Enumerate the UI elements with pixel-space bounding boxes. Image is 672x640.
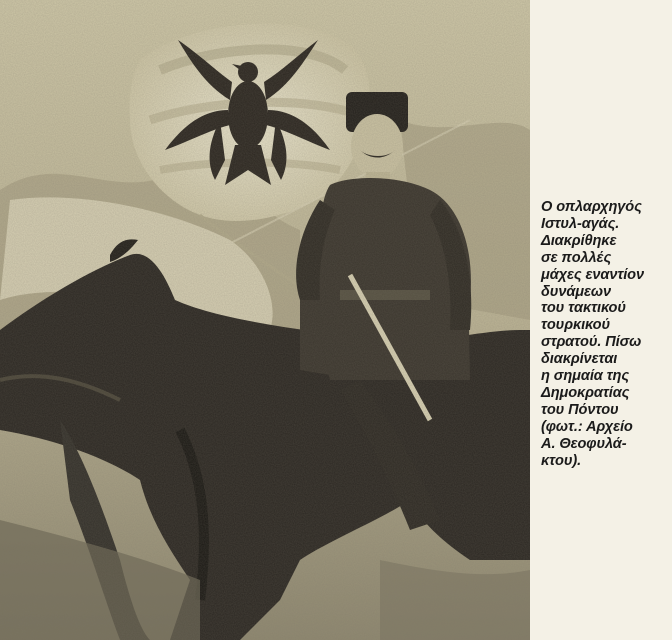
caption-line: Δημοκρατίας	[541, 384, 630, 401]
caption-line: Α. Θεοφυλά-	[541, 435, 627, 452]
caption-line: Διακρίθηκε	[541, 232, 617, 249]
caption-line: μάχες εναντίον	[541, 266, 645, 283]
caption-line: του Πόντου	[541, 401, 619, 418]
photo-caption	[541, 199, 672, 470]
caption-line: διακρίνεται	[541, 351, 618, 368]
caption-line: του τακτικού	[541, 300, 626, 317]
caption-line: Ο οπλαρχηγός	[541, 199, 642, 215]
caption-line: Ιστυλ-αγάς.	[541, 215, 620, 232]
caption-line: τουρκικού	[541, 317, 611, 334]
caption-line: (φωτ.: Αρχείο	[541, 418, 633, 435]
caption-line: σε πολλές	[541, 249, 612, 266]
caption-line: κτου).	[541, 452, 582, 469]
caption-line: στρατού. Πίσω	[541, 334, 642, 351]
caption-line: η σημαία της	[541, 368, 630, 385]
caption-line: δυνάμεων	[541, 283, 611, 300]
